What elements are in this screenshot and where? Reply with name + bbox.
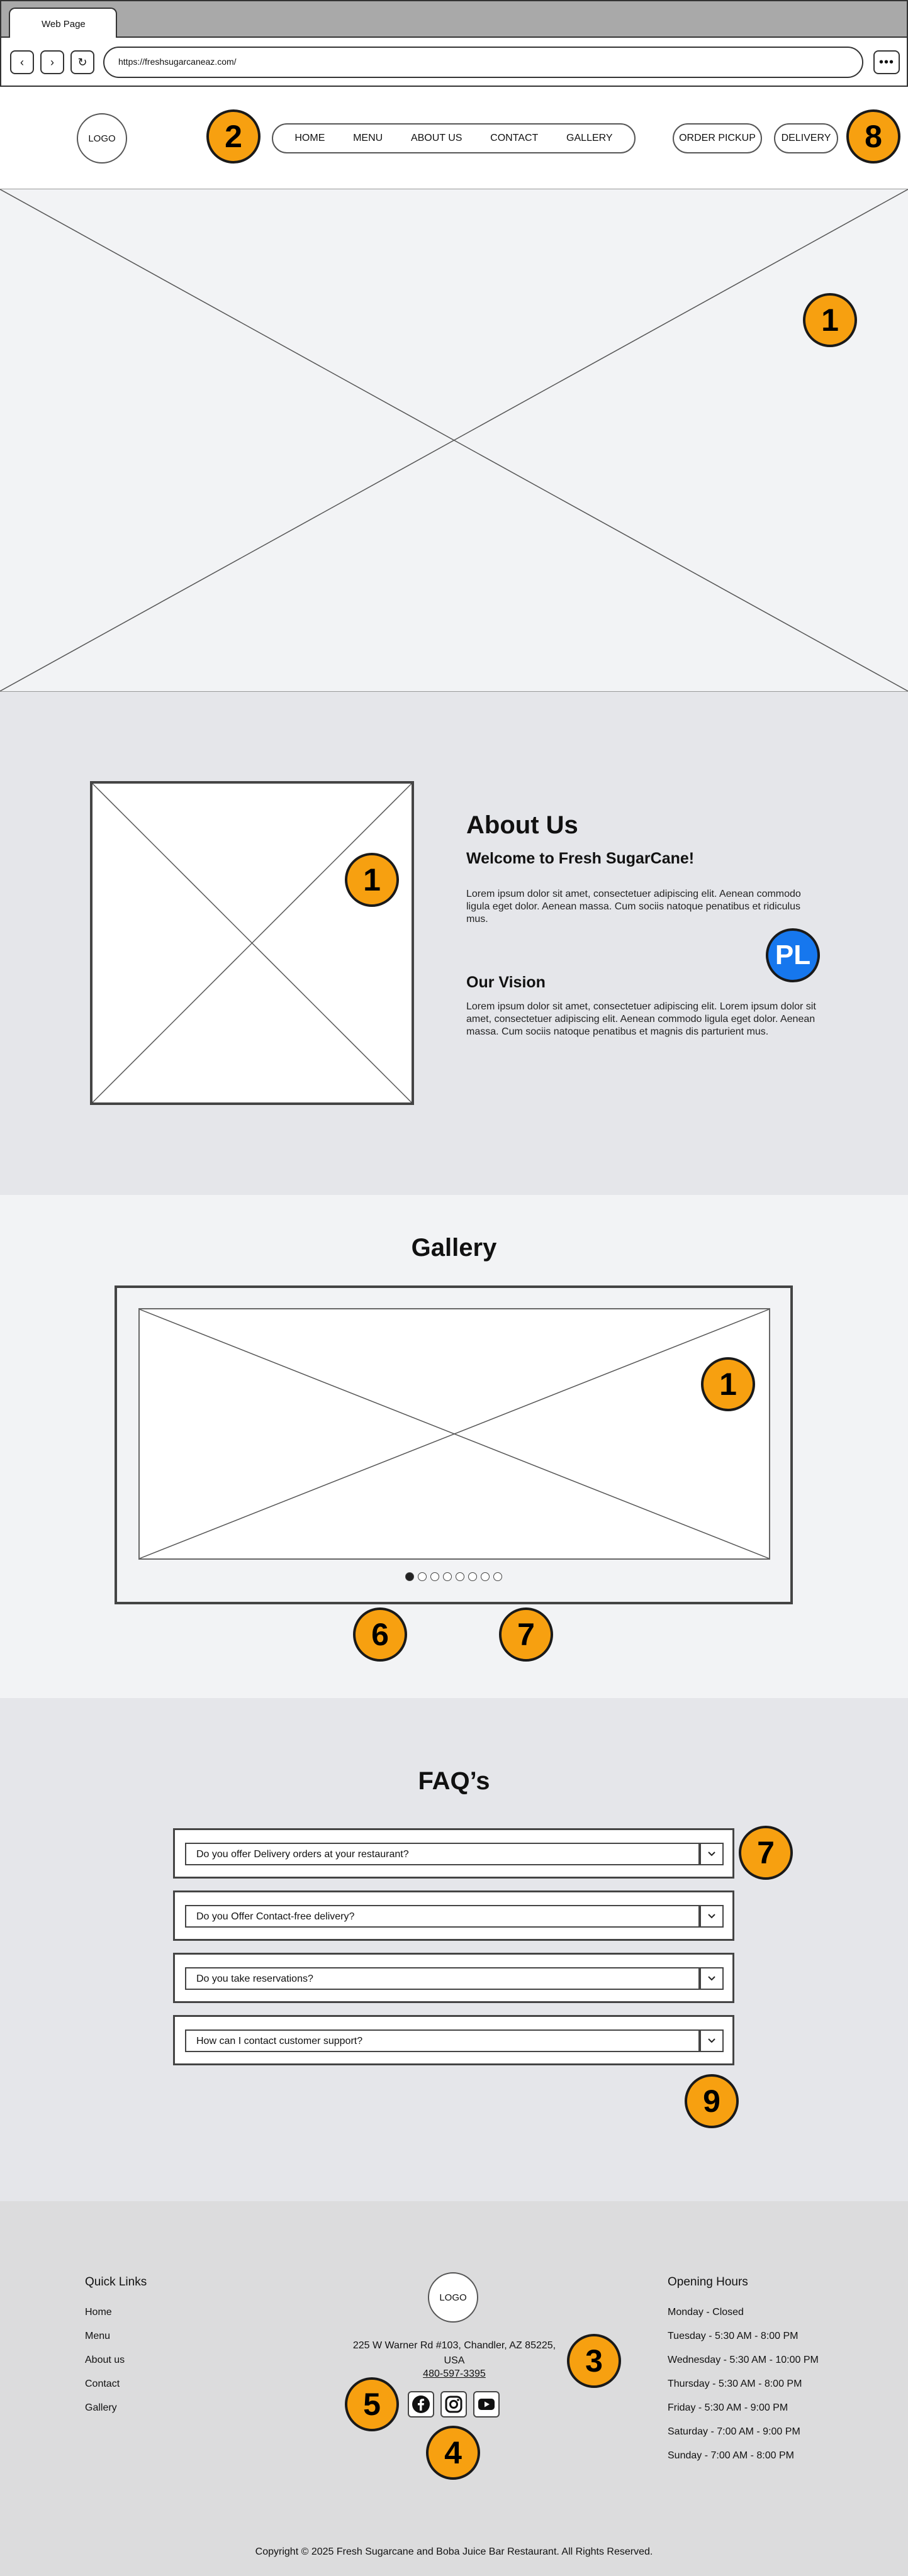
- nav-item-contact[interactable]: CONTACT: [490, 133, 539, 143]
- annotation-marker: 1: [803, 293, 857, 347]
- browser-window: [0, 0, 908, 87]
- carousel-dot[interactable]: [405, 1572, 414, 1581]
- annotation-marker: 4: [426, 2426, 480, 2480]
- carousel-dot[interactable]: [481, 1572, 490, 1581]
- faq-title: FAQ’s: [418, 1767, 490, 1795]
- faq-item[interactable]: [173, 1828, 734, 1879]
- main-nav: [272, 123, 636, 153]
- chevron-down-icon[interactable]: [700, 1905, 724, 1928]
- nav-item-about[interactable]: ABOUT US: [410, 133, 462, 143]
- opening-hours-list: [668, 2307, 819, 2474]
- facebook-icon[interactable]: [408, 2391, 434, 2418]
- reload-button[interactable]: [70, 50, 94, 74]
- footer-link-home[interactable]: Home: [85, 2307, 112, 2318]
- instagram-icon[interactable]: [440, 2391, 467, 2418]
- reload-icon: ↻: [77, 55, 87, 69]
- chevron-down-icon[interactable]: [700, 1967, 724, 1990]
- faq-item[interactable]: [173, 1953, 734, 2003]
- carousel-dot[interactable]: [418, 1572, 427, 1581]
- about-image-placeholder: [90, 781, 414, 1105]
- url-input[interactable]: https://freshsugarcaneaz.com/: [103, 47, 863, 78]
- footer-phone-link[interactable]: 480-597-3395: [423, 2368, 486, 2379]
- footer-address: 225 W Warner Rd #103, Chandler, AZ 85225, USA: [352, 2340, 556, 2366]
- image-placeholder-cross: [92, 784, 412, 1102]
- hero-image-placeholder: [0, 189, 908, 692]
- faq-question: How can I contact customer support?: [185, 2029, 700, 2052]
- quick-links-title: Quick Links: [85, 2275, 147, 2289]
- annotation-marker: 3: [567, 2334, 621, 2388]
- delivery-button[interactable]: DELIVERY: [774, 123, 838, 153]
- copyright-text: Copyright © 2025 Fresh Sugarcane and Boba Juice Bar Restaurant. All Rights Reserved.: [255, 2546, 653, 2557]
- footer-link-gallery[interactable]: Gallery: [85, 2402, 117, 2413]
- footer-link-menu[interactable]: Menu: [85, 2331, 111, 2341]
- address-bar-row: [1, 38, 907, 87]
- chevron-down-icon[interactable]: [700, 2029, 724, 2052]
- header-logo[interactable]: LOGO: [77, 113, 127, 164]
- footer-link-contact[interactable]: Contact: [85, 2379, 120, 2389]
- order-pickup-button[interactable]: ORDER PICKUP: [673, 123, 762, 153]
- site-header: [0, 87, 908, 189]
- image-placeholder-cross: [140, 1309, 769, 1558]
- carousel-image-placeholder: [138, 1308, 770, 1560]
- faq-item[interactable]: [173, 2015, 734, 2065]
- gallery-carousel[interactable]: [115, 1285, 793, 1604]
- chevron-down-icon[interactable]: [700, 1843, 724, 1865]
- hours-item: Wednesday - 5:30 AM - 10:00 PM: [668, 2355, 819, 2365]
- nav-item-gallery[interactable]: GALLERY: [566, 133, 613, 143]
- annotation-marker: 6: [353, 1607, 407, 1662]
- tab-bar: [1, 1, 907, 38]
- gallery-title: Gallery: [411, 1234, 497, 1262]
- youtube-icon[interactable]: [473, 2391, 500, 2418]
- vision-paragraph: Lorem ipsum dolor sit amet, consectetuer adipiscing elit. Lorem ipsum dolor sit amet, consectetuer adipiscing elit. Aenean commodo ligula eget dolor. Aenean massa. Cum sociis natoque penatibus et magnis dis parturient mus.: [466, 1001, 816, 1037]
- hours-item: Sunday - 7:00 AM - 8:00 PM: [668, 2450, 794, 2461]
- forward-icon: ›: [50, 55, 54, 69]
- annotation-marker: 5: [345, 2377, 399, 2431]
- about-paragraph: Lorem ipsum dolor sit amet, consectetuer adipiscing elit. Aenean commodo ligula eget dolor. Aenean massa. Cum sociis natoque penatibus et ridiculus mus.: [466, 889, 801, 924]
- nav-item-menu[interactable]: MENU: [353, 133, 383, 143]
- carousel-dot[interactable]: [443, 1572, 452, 1581]
- user-avatar-badge: PL: [766, 928, 820, 982]
- hours-item: Monday - Closed: [668, 2307, 744, 2318]
- faq-question: Do you Offer Contact-free delivery?: [185, 1905, 700, 1928]
- more-menu-button[interactable]: [873, 50, 900, 74]
- more-icon: •••: [878, 55, 894, 69]
- annotation-marker: 9: [685, 2074, 739, 2128]
- annotation-marker: 8: [846, 109, 900, 164]
- faq-section: [0, 1698, 908, 2201]
- carousel-dot[interactable]: [456, 1572, 464, 1581]
- gallery-section: [0, 1195, 908, 1698]
- faq-item[interactable]: [173, 1890, 734, 1941]
- footer-logo[interactable]: LOGO: [428, 2272, 478, 2323]
- annotation-marker: 1: [345, 853, 399, 907]
- image-placeholder-cross: [0, 189, 908, 691]
- annotation-marker: 7: [499, 1607, 553, 1662]
- about-welcome: Welcome to Fresh SugarCane!: [466, 850, 695, 867]
- hours-item: Saturday - 7:00 AM - 9:00 PM: [668, 2426, 800, 2437]
- hours-item: Friday - 5:30 AM - 9:00 PM: [668, 2402, 788, 2413]
- forward-button[interactable]: [40, 50, 64, 74]
- annotation-marker: 7: [739, 1826, 793, 1880]
- footer-link-about[interactable]: About us: [85, 2355, 125, 2365]
- annotation-marker: 2: [206, 109, 261, 164]
- hours-item: Tuesday - 5:30 AM - 8:00 PM: [668, 2331, 799, 2341]
- hours-item: Thursday - 5:30 AM - 8:00 PM: [668, 2379, 802, 2389]
- faq-question: Do you offer Delivery orders at your restaurant?: [185, 1843, 700, 1865]
- carousel-dot[interactable]: [493, 1572, 502, 1581]
- annotation-marker: 1: [701, 1357, 755, 1411]
- carousel-dots: [117, 1572, 790, 1581]
- carousel-dot[interactable]: [468, 1572, 477, 1581]
- vision-title: Our Vision: [466, 974, 546, 991]
- about-title: About Us: [466, 811, 578, 839]
- nav-item-home[interactable]: HOME: [294, 133, 325, 143]
- faq-question: Do you take reservations?: [185, 1967, 700, 1990]
- back-button[interactable]: [10, 50, 34, 74]
- quick-links-list: [85, 2307, 125, 2426]
- site-footer: [0, 2201, 908, 2576]
- back-icon: ‹: [20, 55, 24, 69]
- about-text: [466, 811, 819, 1038]
- opening-hours-title: Opening Hours: [668, 2275, 748, 2289]
- browser-tab[interactable]: Web Page: [9, 8, 117, 39]
- carousel-dot[interactable]: [430, 1572, 439, 1581]
